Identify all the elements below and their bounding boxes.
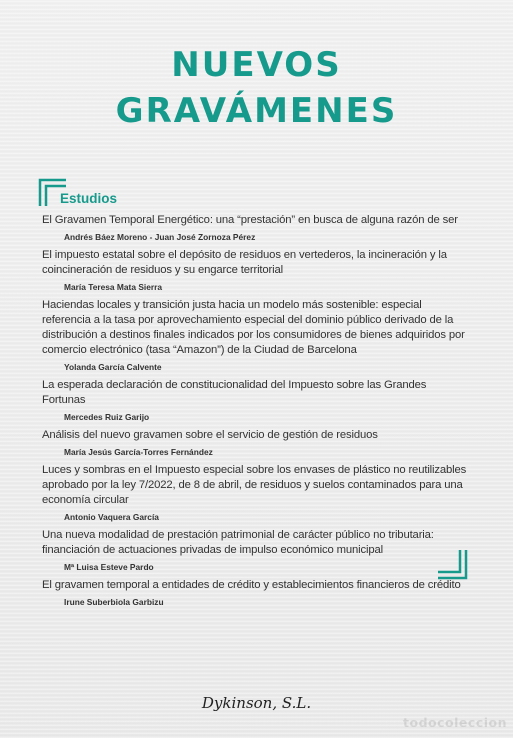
item-author: Mª Luisa Esteve Pardo — [64, 562, 154, 572]
watermark: todocoleccion — [403, 715, 507, 730]
item-author: Andrés Báez Moreno - Juan José Zornoza Pérez — [64, 232, 256, 242]
title-line-2: GRAVÁMENES — [115, 91, 398, 131]
list-item — [42, 428, 472, 459]
publisher-logo: Dykinson, S.L. — [201, 694, 312, 712]
list-item — [42, 528, 472, 574]
corner-bracket-bottom-right — [436, 548, 468, 580]
item-title: Haciendas locales y transición justa hacia un modelo más sostenible: especial referencia a la tasa por aprovechamiento especial del dominio público derivado de la distribución a destinos finales indicados por los consumidores de bienes adquiridos por comercio electrónico (tasa “Amazon”) de la Ciudad de Barcelona — [42, 299, 465, 356]
item-author: María Teresa Mata Sierra — [64, 282, 163, 292]
item-author: Irune Suberbiola Garbizu — [64, 597, 164, 607]
title-line-1: NUEVOS — [171, 45, 342, 85]
item-author: Yolanda García Calvente — [64, 362, 162, 372]
item-title: La esperada declaración de constitucionalidad del Impuesto sobre las Grandes Fortunas — [42, 379, 427, 406]
item-title: El gravamen temporal a entidades de crédito y establecimientos financieros de crédito — [42, 579, 461, 591]
list-item — [42, 378, 472, 424]
list-item — [42, 213, 472, 244]
item-title: Una nueva modalidad de prestación patrimonial de carácter público no tributaria: financiación de actuaciones privadas de impulso económico municipal — [42, 529, 434, 556]
item-title: El impuesto estatal sobre el depósito de residuos en vertederos, la incineración y la coincineración de residuos y su engarce territorial — [42, 249, 447, 276]
section-title: Estudios — [60, 191, 118, 206]
list-item — [42, 248, 472, 294]
item-author: Antonio Vaquera García — [64, 512, 159, 522]
list-item — [42, 463, 472, 524]
item-author: Mercedes Ruiz Garijo — [64, 412, 150, 422]
item-title: El Gravamen Temporal Energético: una “prestación” en busca de alguna razón de ser — [42, 214, 458, 226]
contents-list — [42, 213, 472, 613]
item-title: Luces y sombras en el Impuesto especial sobre los envases de plástico no reutilizables aprobado por la ley 7/2022, de 8 de abril, de residuos y suelos contaminados para una economía circular — [42, 464, 467, 506]
item-author: María Jesús García-Torres Fernández — [64, 447, 213, 457]
item-title: Análisis del nuevo gravamen sobre el servicio de gestión de residuos — [42, 429, 378, 441]
list-item — [42, 578, 472, 609]
list-item — [42, 298, 472, 374]
